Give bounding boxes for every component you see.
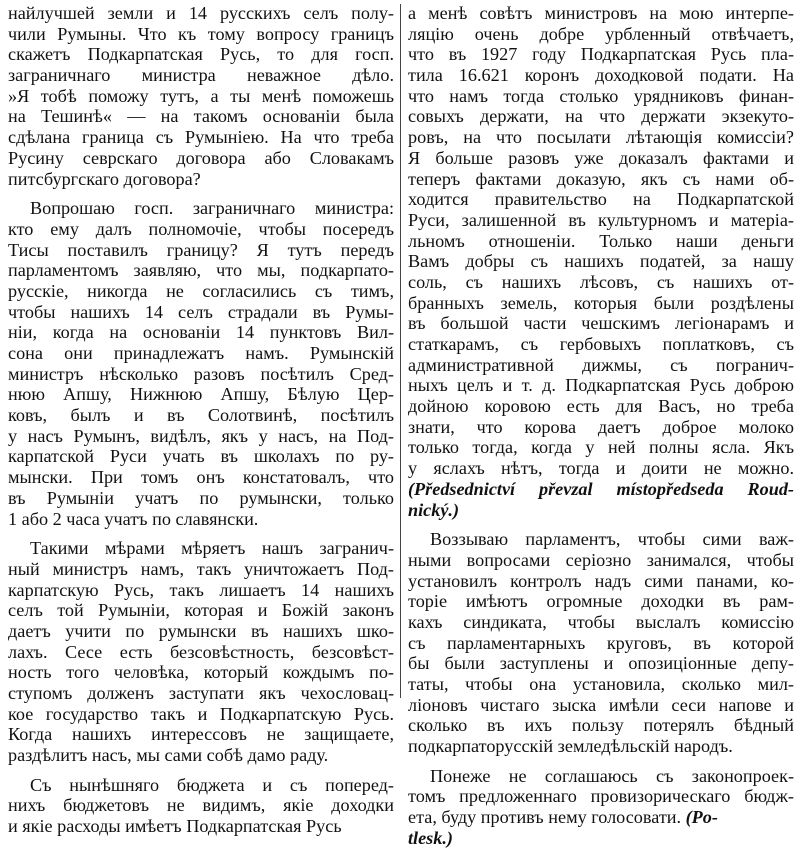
text-line: карпатскую Русь, такъ лишаетъ 14 нашихъ (8, 579, 394, 600)
text-line: »Я тобѣ поможу тутъ, а ты менѣ поможешь (8, 85, 394, 106)
text-line: министръ нѣсколько разовъ посѣтилъ Сред- (8, 363, 394, 384)
text-line: чили Румыны. Что къ тому вопросу границъ (8, 23, 394, 44)
text-line: что въ 1927 году Подкарпатская Русь пла- (408, 44, 794, 65)
text-line: найлучшей земли и 14 русскихъ селъ полу- (8, 3, 394, 23)
text-line: нюю Апшу, Нижнюю Апшу, Бѣлую Цер- (8, 384, 394, 405)
paragraph (408, 3, 794, 520)
text-line: у яслахъ нѣтъ, тогда и доити не можно. (408, 458, 794, 479)
paragraph-gap (8, 189, 394, 198)
text-line: бранныхъ земель, которыя были роздѣлены (408, 292, 794, 313)
paragraph-gap (408, 520, 794, 529)
text-line: Воззываю парламентъ, чтобы сими важ- (430, 529, 794, 550)
text-line: съ парламентарныхъ круговъ, въ которой (408, 632, 794, 653)
left-column (8, 3, 394, 837)
text-line: ность того человѣка, который кождымъ по- (8, 662, 394, 683)
text-line: Когда нашихъ интерессовъ не защищаете, (8, 724, 394, 745)
text-line: льномъ отношеніи. Только наши деньги (408, 230, 794, 251)
text-line: административной дижмы, съ погранич- (408, 354, 794, 375)
text-line: дойною коровою есть для Васъ, но треба (408, 396, 794, 417)
paragraph-gap (8, 766, 394, 775)
text-line: Русину севрскаго договора або Словакамъ (8, 147, 394, 168)
text-line (408, 807, 794, 828)
text-line: сона они принадлежатъ намъ. Румынскій (8, 343, 394, 363)
text-line: таты, чтобы она установила, сколько мил- (408, 674, 794, 694)
paragraph (8, 3, 394, 189)
text-line: Вопрошаю госп. заграничнаго министра: (30, 198, 394, 219)
text-line: бы были заступлены и опозиціонные депу- (408, 653, 794, 674)
text-line: совыхъ держати, на что держати экзекуто- (408, 106, 794, 127)
text-line: чтобы нашихъ 14 селъ страдали въ Румы- (8, 301, 394, 322)
text-line: знати, что корова даетъ доброе молоко (408, 416, 794, 437)
text-line: на Тешинѣ« — на такомъ основаніи была (8, 106, 394, 127)
text-line: теперъ фактами доказую, якъ съ нами об- (408, 168, 794, 189)
text-line: подкарпаторусскій земледѣльскій народъ. (408, 736, 733, 757)
text-line: ный министръ намъ, такъ уничтожаетъ Под- (8, 558, 394, 579)
text-line: Я больше разовъ уже доказалъ фактами и (408, 147, 794, 168)
text-line: сдѣлана граница съ Румыніею. На что треба (8, 127, 394, 148)
text-line: ковъ, былъ и въ Солотвинѣ, посѣтилъ (8, 405, 394, 426)
text-line: русскіе, никогда не согласились съ тимъ, (8, 280, 394, 301)
text-line: въ Румыніи учатъ по румынски, только (8, 487, 394, 508)
paragraph-gap (8, 529, 394, 538)
text-line: томъ предложеннаго провизорическаго бюдж- (408, 786, 794, 807)
text-line: Руси, залишенной въ культурномъ и матеріа- (408, 209, 794, 230)
text-line: скажетъ Подкарпатская Русь, то для госп. (8, 44, 394, 65)
text-line: въ большой части чешскимъ легіонарамъ и (408, 313, 794, 334)
paragraph (8, 538, 394, 766)
text-line: заграничнаго министра неважное дѣло. (8, 65, 394, 86)
text-line: 1 або 2 часа учатъ по славянски. (8, 508, 259, 529)
text-line: питсбургскаго договора? (8, 168, 201, 189)
paragraph (8, 198, 394, 529)
text-line: ступомъ долженъ заступати якъ чехословац- (8, 683, 394, 703)
column-divider (400, 4, 401, 698)
paragraph-gap (408, 757, 794, 766)
text-line: ляцію очень добре урбленный отвѣчаетъ, (408, 23, 794, 44)
text-line: Понеже не соглашаюсь съ законопроек- (430, 765, 794, 786)
chair-remark-line: nický.) (408, 499, 460, 520)
text-line: торіе имѣютъ огромные доходки въ рам- (408, 591, 794, 612)
text-line: кахъ синдиката, чтобы выслалъ комиссію (408, 611, 794, 632)
text-line: ныхъ целъ и т. д. Подкарпатская Русь доброю (408, 375, 794, 396)
text-line: ліоновъ чистаго зыска имѣли сеси напове и (408, 694, 794, 715)
text-line: ными вопросами серіозно занимался, чтобы (408, 549, 794, 570)
text-line: Такими мѣрами мѣряетъ нашъ загранич- (30, 538, 394, 559)
text-line: нихъ бюджетовъ не видимъ, якіе доходки (8, 795, 394, 816)
text-line: карпатской Руси учать въ школахъ по ру- (8, 446, 394, 467)
text-line: соль, съ нашихъ лѣсовъ, съ нашихъ от- (408, 271, 794, 292)
right-column (408, 3, 794, 849)
text-line: кто ему далъ полномочіе, чтобы посередъ (8, 218, 394, 239)
text-line: парламентомъ заявляю, что мы, подкарпато- (8, 260, 394, 281)
paragraph (8, 775, 394, 837)
text-line: мынски. При томъ онъ констатовалъ, что (8, 467, 394, 488)
chair-remark-line: (Předsednictví převzal místopředseda Roud- (408, 478, 794, 499)
text-line: Съ нынѣшняго бюджета и съ поперед- (30, 774, 394, 795)
text-line: только тогда, когда у ней полны ясла. Якъ (408, 437, 794, 458)
text-line: селъ той Румыніи, которая и Божій законъ (8, 600, 394, 621)
text-line: даетъ учити по румынски въ нашихъ шко- (8, 620, 394, 641)
text-line: Вамъ добры съ нашихъ податей, за нашу (408, 251, 794, 272)
text-line: ровъ, на что посылати лѣтающія комиссіи? (408, 127, 794, 148)
text-line: ніи, когда на основаніи 14 пунктовъ Вил- (8, 322, 394, 343)
text-line: сколько въ ихъ пользу потерялъ бѣдный (408, 715, 794, 736)
text-line: статкарамъ, съ гербовыхъ поплатковъ, съ (408, 334, 794, 354)
text-line: что намъ тогда столько урядниковъ финан- (408, 85, 794, 106)
applause-remark: (Po- (685, 807, 718, 828)
applause-remark-end: tlesk.) (408, 827, 453, 848)
text-line: ходится правительство на Подкарпатской (408, 189, 794, 210)
text-segment: ета, буду противъ нему голосовати. (408, 807, 682, 828)
text-line: и якіе расходы имѣетъ Подкарпатская Русь (8, 816, 342, 837)
paragraph (408, 766, 794, 849)
text-line: кое государство такъ и Подкарпатскую Русь. (8, 703, 394, 724)
text-line: лахъ. Сесе есть безсовѣстность, безсовѣст- (8, 641, 394, 662)
text-line: раздѣлитъ насъ, мы сами собѣ дамо раду. (8, 745, 329, 766)
text-line: Тисы поставилъ границу? Я тутъ передъ (8, 239, 394, 260)
text-line: установилъ контролъ надъ сими панами, ко- (408, 570, 794, 591)
text-line: тила 16.621 коронъ доходковой подати. На (408, 65, 794, 86)
text-line: а менѣ совѣтъ министровъ на мою интерпе- (408, 3, 794, 23)
text-line: у насъ Румынъ, видѣлъ, якъ у насъ, на Под- (8, 425, 394, 446)
paragraph (408, 529, 794, 757)
